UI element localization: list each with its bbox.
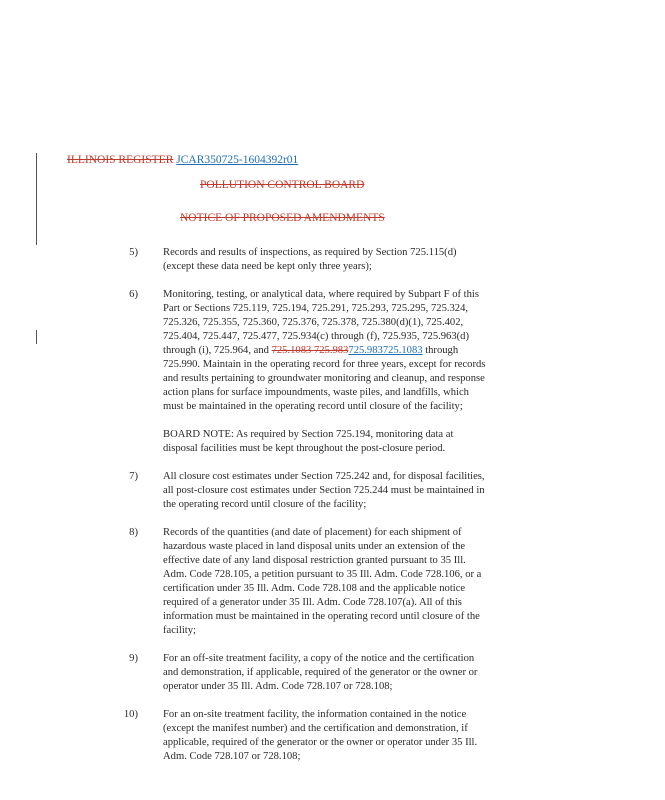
inserted-section-refs: 725.983725.1083 (348, 345, 423, 356)
deleted-section-refs: 725.1083 725.983 (271, 345, 349, 356)
list-item (0, 288, 665, 414)
list-item (0, 470, 665, 512)
item-text: Records and results of inspections, as required by Section 725.115(d) (except these data need be kept only three years); (163, 247, 457, 272)
item-number: 10) (123, 709, 138, 720)
item-text: For an off-site treatment facility, a copy of the notice and the certification and demonstration, if applicable, required of the generator or the owner or operator under 35 Ill. Adm. Code 728.107 or 728.108; (163, 653, 478, 692)
item-text-part: through 725.990. Maintain in the operating record for three years, except for records and results pertaining to groundwater monitoring and cleanup, and response action plans for surface impoundments, waste piles, and landfills, which must be maintained in the operating record until closure of the facility; (163, 345, 486, 412)
item-text (163, 288, 488, 414)
register-deleted-text: ILLINOIS REGISTER (67, 154, 174, 166)
item-number: 9) (129, 653, 138, 664)
item-number: 6) (129, 289, 138, 300)
list-item (0, 708, 665, 764)
register-header (67, 153, 298, 167)
item-text: All closure cost estimates under Section 725.242 and, for disposal facilities, all post-closure cost estimates under Section 725.244 must be maintained in the operating record until closure of the facility; (163, 471, 485, 510)
list-item (0, 652, 665, 694)
item-number: 7) (129, 471, 138, 482)
list-item (0, 246, 665, 274)
item-text: Records of the quantities (and date of placement) for each shipment of hazardous waste placed in land disposal units under an extension of the effective date of any land disposal restriction granted pursuant to 35 Ill. Adm. Code 728.105, a petition pursuant to 35 Ill. Adm. Code 728.106, or a certification under 35 Ill. Adm. Code 728.108 and the applicable notice required of a generator under 35 Ill. Adm. Code 728.107(a). All of this information must be maintained in the operating record until closure of the facility; (163, 527, 482, 636)
item-number: 8) (129, 527, 138, 538)
item-text-part: Monitoring, testing, or analytical data, where required by Subpart F of this Part or Sections 725.119, 725.194, 725.291, 725.293, 725.295, 725.324, 725.326, 725.355, 725.360, 725.376, 725.378, 725.380(d)(1), 725.402, 725.404, 725.447, 725.477, 725.934(c) through (f), 725.935, 725.963(d) through (i), 725.964, and (163, 289, 479, 356)
record-list (0, 246, 665, 778)
notice-title: NOTICE OF PROPOSED AMENDMENTS (180, 212, 385, 224)
list-item (0, 526, 665, 638)
item-number: 5) (129, 247, 138, 258)
board-note: BOARD NOTE: As required by Section 725.194, monitoring data at disposal facilities must be kept throughout the post-closure period. (163, 429, 454, 454)
revision-bar (36, 153, 37, 245)
register-inserted-text: JCAR350725-1604392r01 (176, 154, 299, 166)
item-text: For an on-site treatment facility, the information contained in the notice (except the manifest number) and the certification and demonstration, if applicable, required of the generator or the owner or operator under 35 Ill. Adm. Code 728.107 or 728.108; (163, 709, 478, 762)
board-title: POLLUTION CONTROL BOARD (200, 179, 365, 191)
